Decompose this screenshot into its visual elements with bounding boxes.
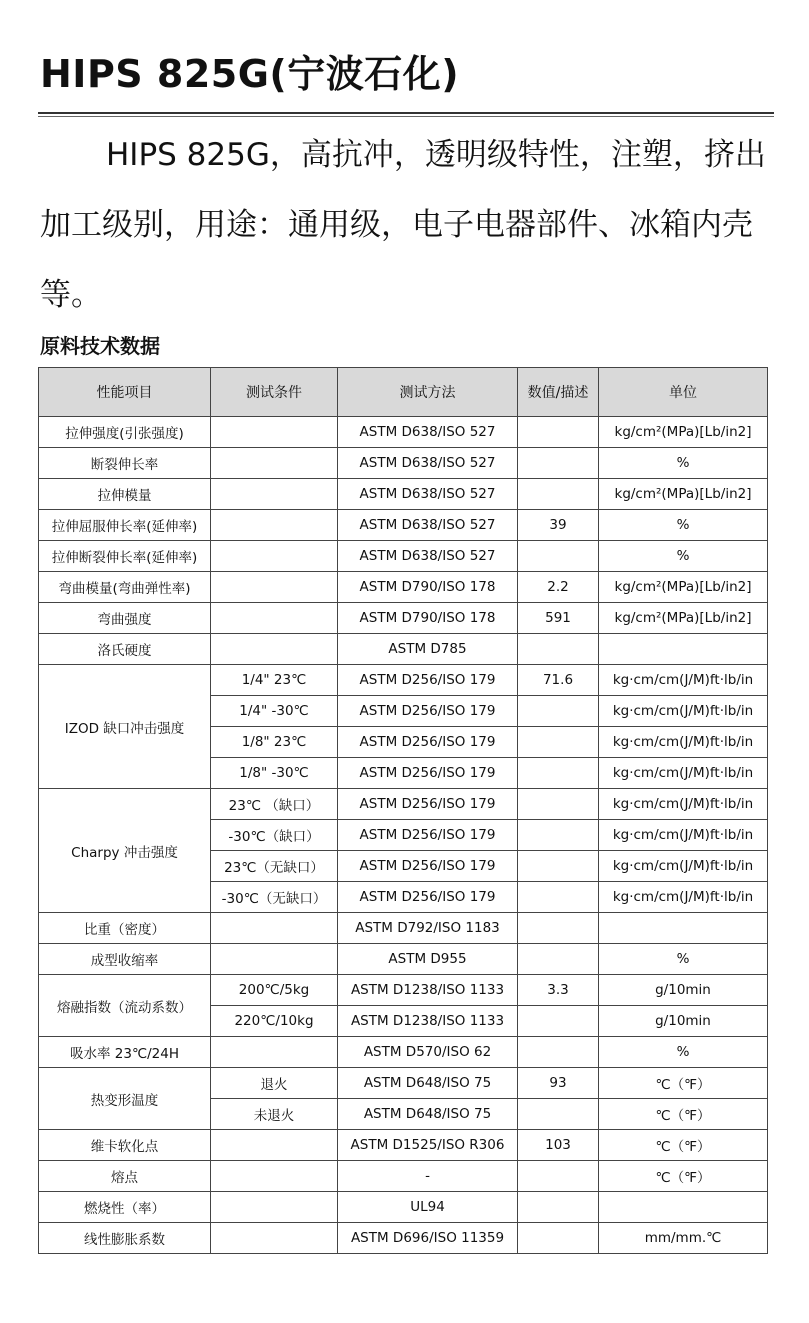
cell-value: [518, 1161, 599, 1192]
table-row: [39, 665, 768, 696]
cell-condition: 200℃/5kg: [211, 975, 338, 1006]
cell-value: [518, 820, 599, 851]
table-row: [39, 541, 768, 572]
cell-property: 成型收缩率: [39, 944, 211, 975]
table-row: [39, 1161, 768, 1192]
cell-unit: %: [599, 448, 768, 479]
cell-method: -: [338, 1161, 518, 1192]
cell-property: 洛氏硬度: [39, 634, 211, 665]
cell-method: ASTM D256/ISO 179: [338, 758, 518, 789]
cell-unit: kg/cm²(MPa)[Lb/in2]: [599, 417, 768, 448]
cell-value: [518, 758, 599, 789]
cell-value: 3.3: [518, 975, 599, 1006]
cell-property: 熔融指数（流动系数）: [39, 975, 211, 1037]
cell-condition: [211, 944, 338, 975]
cell-property: 拉伸屈服伸长率(延伸率): [39, 510, 211, 541]
cell-unit: kg·cm/cm(J/M)ft·lb/in: [599, 727, 768, 758]
cell-condition: 1/4" 23℃: [211, 665, 338, 696]
cell-method: ASTM D696/ISO 11359: [338, 1223, 518, 1254]
table-header-row: [39, 368, 768, 417]
cell-condition: [211, 417, 338, 448]
cell-condition: [211, 510, 338, 541]
title-divider-thin: [38, 116, 774, 117]
cell-method: ASTM D1238/ISO 1133: [338, 1006, 518, 1037]
cell-unit: kg·cm/cm(J/M)ft·lb/in: [599, 882, 768, 913]
cell-condition: [211, 913, 338, 944]
cell-property: 热变形温度: [39, 1068, 211, 1130]
table-row: [39, 975, 768, 1006]
cell-method: ASTM D1238/ISO 1133: [338, 975, 518, 1006]
table-row: [39, 789, 768, 820]
table-row: [39, 448, 768, 479]
cell-method: ASTM D256/ISO 179: [338, 727, 518, 758]
cell-property: 熔点: [39, 1161, 211, 1192]
header-property: 性能项目: [39, 368, 211, 417]
cell-condition: 23℃（无缺口）: [211, 851, 338, 882]
cell-condition: [211, 1037, 338, 1068]
cell-method: ASTM D790/ISO 178: [338, 603, 518, 634]
cell-condition: 1/8" -30℃: [211, 758, 338, 789]
cell-method: ASTM D256/ISO 179: [338, 882, 518, 913]
table-row: [39, 1223, 768, 1254]
product-description: HIPS 825G，高抗冲，透明级特性，注塑，挤出加工级别，用途：通用级，电子电器部件、冰箱内壳等。: [40, 137, 766, 313]
cell-method: ASTM D256/ISO 179: [338, 665, 518, 696]
cell-value: [518, 944, 599, 975]
cell-unit: %: [599, 510, 768, 541]
cell-unit: kg·cm/cm(J/M)ft·lb/in: [599, 758, 768, 789]
cell-method: ASTM D638/ISO 527: [338, 479, 518, 510]
page-title: HIPS 825G(宁波石化): [40, 52, 460, 96]
cell-value: [518, 1037, 599, 1068]
table-row: [39, 572, 768, 603]
spec-table: [38, 367, 768, 1254]
cell-value: [518, 417, 599, 448]
cell-method: ASTM D256/ISO 179: [338, 789, 518, 820]
cell-value: [518, 448, 599, 479]
cell-value: [518, 913, 599, 944]
table-row: [39, 1037, 768, 1068]
cell-unit: %: [599, 944, 768, 975]
cell-value: [518, 696, 599, 727]
cell-value: [518, 634, 599, 665]
cell-property: IZOD 缺口冲击强度: [39, 665, 211, 789]
cell-method: ASTM D256/ISO 179: [338, 820, 518, 851]
cell-value: 2.2: [518, 572, 599, 603]
cell-method: ASTM D638/ISO 527: [338, 541, 518, 572]
table-row: [39, 510, 768, 541]
cell-method: ASTM D648/ISO 75: [338, 1099, 518, 1130]
cell-unit: g/10min: [599, 1006, 768, 1037]
table-row: [39, 944, 768, 975]
cell-property: 拉伸断裂伸长率(延伸率): [39, 541, 211, 572]
table-row: [39, 913, 768, 944]
cell-unit: ℃（℉）: [599, 1099, 768, 1130]
cell-condition: 未退火: [211, 1099, 338, 1130]
cell-unit: [599, 913, 768, 944]
title-divider: [38, 112, 774, 114]
cell-condition: [211, 572, 338, 603]
cell-unit: kg/cm²(MPa)[Lb/in2]: [599, 603, 768, 634]
cell-property: 比重（密度）: [39, 913, 211, 944]
table-row: [39, 479, 768, 510]
cell-property: 弯曲强度: [39, 603, 211, 634]
cell-property: 燃烧性（率）: [39, 1192, 211, 1223]
cell-value: [518, 541, 599, 572]
cell-method: ASTM D256/ISO 179: [338, 851, 518, 882]
cell-property: 吸水率 23℃/24H: [39, 1037, 211, 1068]
table-row: [39, 1192, 768, 1223]
cell-condition: 220℃/10kg: [211, 1006, 338, 1037]
cell-value: [518, 1006, 599, 1037]
cell-value: [518, 789, 599, 820]
cell-unit: ℃（℉）: [599, 1130, 768, 1161]
cell-unit: ℃（℉）: [599, 1161, 768, 1192]
cell-value: 103: [518, 1130, 599, 1161]
cell-method: ASTM D1525/ISO R306: [338, 1130, 518, 1161]
cell-value: 591: [518, 603, 599, 634]
cell-value: [518, 1192, 599, 1223]
cell-unit: mm/mm.℃: [599, 1223, 768, 1254]
cell-value: 71.6: [518, 665, 599, 696]
cell-value: [518, 727, 599, 758]
cell-method: ASTM D570/ISO 62: [338, 1037, 518, 1068]
header-unit: 单位: [599, 368, 768, 417]
cell-unit: kg/cm²(MPa)[Lb/in2]: [599, 572, 768, 603]
table-row: [39, 634, 768, 665]
table-row: [39, 1068, 768, 1099]
cell-condition: [211, 479, 338, 510]
cell-condition: [211, 603, 338, 634]
cell-value: [518, 1099, 599, 1130]
section-title: 原料技术数据: [40, 334, 160, 358]
cell-unit: [599, 634, 768, 665]
cell-condition: 退火: [211, 1068, 338, 1099]
header-value: 数值/描述: [518, 368, 599, 417]
cell-condition: [211, 1130, 338, 1161]
cell-method: ASTM D638/ISO 527: [338, 510, 518, 541]
cell-unit: kg·cm/cm(J/M)ft·lb/in: [599, 820, 768, 851]
cell-condition: [211, 1223, 338, 1254]
cell-unit: g/10min: [599, 975, 768, 1006]
cell-method: ASTM D792/ISO 1183: [338, 913, 518, 944]
cell-condition: 1/8" 23℃: [211, 727, 338, 758]
cell-method: ASTM D790/ISO 178: [338, 572, 518, 603]
table-row: [39, 603, 768, 634]
cell-condition: [211, 634, 338, 665]
cell-value: 93: [518, 1068, 599, 1099]
cell-unit: [599, 1192, 768, 1223]
cell-unit: kg·cm/cm(J/M)ft·lb/in: [599, 789, 768, 820]
cell-value: 39: [518, 510, 599, 541]
cell-condition: [211, 1161, 338, 1192]
cell-condition: 1/4" -30℃: [211, 696, 338, 727]
cell-value: [518, 1223, 599, 1254]
cell-unit: %: [599, 1037, 768, 1068]
cell-unit: kg·cm/cm(J/M)ft·lb/in: [599, 696, 768, 727]
cell-method: ASTM D638/ISO 527: [338, 417, 518, 448]
cell-method: ASTM D256/ISO 179: [338, 696, 518, 727]
cell-unit: kg·cm/cm(J/M)ft·lb/in: [599, 665, 768, 696]
cell-method: ASTM D955: [338, 944, 518, 975]
cell-condition: -30℃（无缺口）: [211, 882, 338, 913]
table-row: [39, 1130, 768, 1161]
header-condition: 测试条件: [211, 368, 338, 417]
cell-method: UL94: [338, 1192, 518, 1223]
cell-property: 维卡软化点: [39, 1130, 211, 1161]
cell-unit: %: [599, 541, 768, 572]
cell-condition: [211, 1192, 338, 1223]
cell-unit: ℃（℉）: [599, 1068, 768, 1099]
table-row: [39, 417, 768, 448]
cell-property: 弯曲模量(弯曲弹性率): [39, 572, 211, 603]
cell-method: ASTM D648/ISO 75: [338, 1068, 518, 1099]
cell-condition: -30℃（缺口）: [211, 820, 338, 851]
cell-condition: [211, 541, 338, 572]
cell-condition: 23℃ （缺口）: [211, 789, 338, 820]
header-method: 测试方法: [338, 368, 518, 417]
cell-value: [518, 882, 599, 913]
cell-property: Charpy 冲击强度: [39, 789, 211, 913]
cell-value: [518, 479, 599, 510]
cell-property: 线性膨胀系数: [39, 1223, 211, 1254]
cell-method: ASTM D638/ISO 527: [338, 448, 518, 479]
cell-condition: [211, 448, 338, 479]
cell-property: 拉伸模量: [39, 479, 211, 510]
cell-unit: kg·cm/cm(J/M)ft·lb/in: [599, 851, 768, 882]
cell-property: 断裂伸长率: [39, 448, 211, 479]
cell-property: 拉伸强度(引张强度): [39, 417, 211, 448]
cell-unit: kg/cm²(MPa)[Lb/in2]: [599, 479, 768, 510]
cell-method: ASTM D785: [338, 634, 518, 665]
cell-value: [518, 851, 599, 882]
